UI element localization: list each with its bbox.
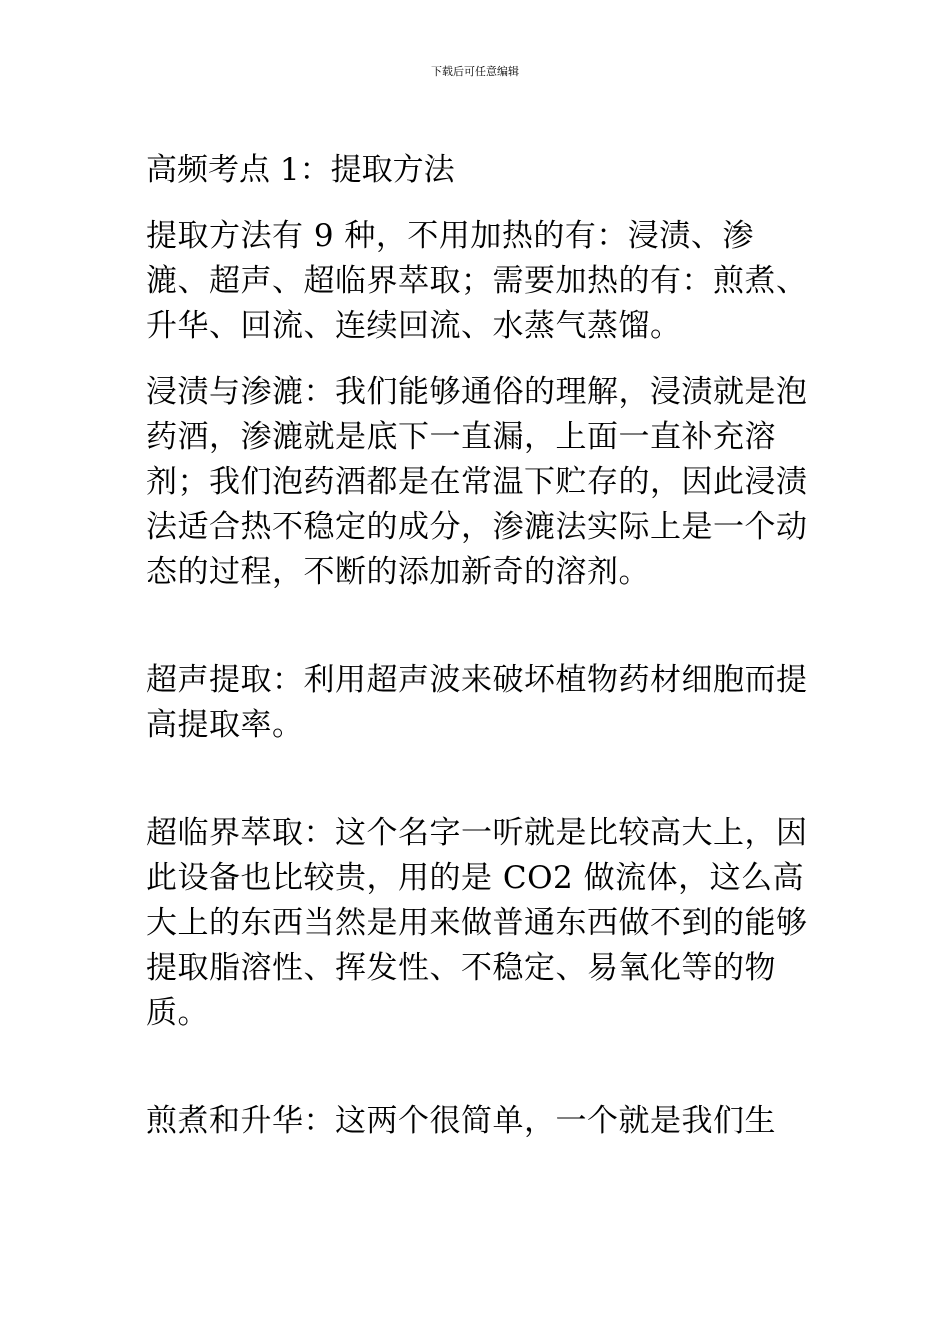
paragraph-ultrasonic-extraction: 超声提取：利用超声波来破坏植物药材细胞而提高提取率。 [146, 662, 808, 743]
section-heading: 高频考点 1：提取方法 [146, 152, 455, 188]
page-header-note: 下载后可任意编辑 [431, 65, 519, 78]
paragraph-supercritical-extraction: 超临界萃取：这个名字一听就是比较高大上，因此设备也比较贵，用的是 CO2 做流体，这么高大上的东西当然是用来做普通东西做不到的能够提取脂溶性、挥发性、不稳定、易氧化等的物质。 [146, 815, 808, 1031]
paragraph-decoction-sublimation: 煎煮和升华：这两个很简单，一个就是我们生 [146, 1103, 776, 1139]
paragraph-maceration-percolation: 浸渍与渗漉：我们能够通俗的理解，浸渍就是泡药酒，渗漉就是底下一直漏，上面一直补充溶剂；我们泡药酒都是在常温下贮存的，因此浸渍法适合热不稳定的成分，渗漉法实际上是一个动态的过程，不断的添加新奇的溶剂。 [146, 374, 808, 590]
paragraph-methods-overview: 提取方法有 9 种，不用加热的有：浸渍、渗漉、超声、超临界萃取；需要加热的有：煎煮、升华、回流、连续回流、水蒸气蒸馏。 [146, 218, 808, 344]
document-body [146, 148, 814, 1144]
